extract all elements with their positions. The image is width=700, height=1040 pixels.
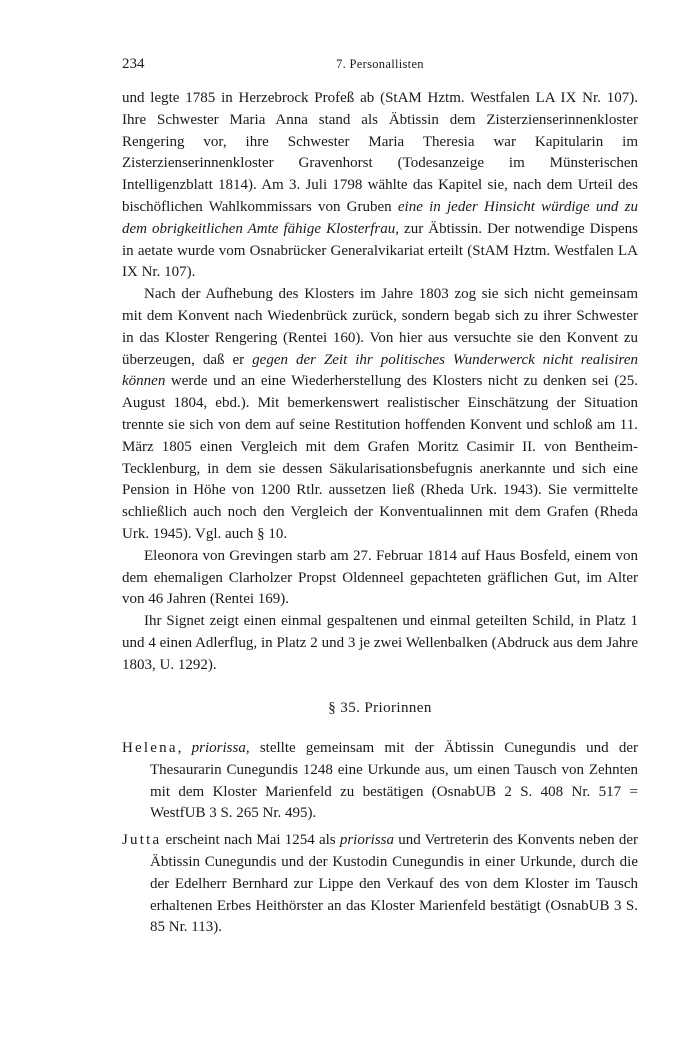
paragraph-signet: Ihr Signet zeigt einen einmal gespaltenen und einmal geteilten Schild, in Platz 1 und 4 einen Adlerflug, in Platz 2 und 3 je zwei Wellenbalken (Abdruck aus dem Jahre 1803, U. 1292). <box>122 613 638 673</box>
paragraph-text: Nach der Aufhebung des Klosters im Jahre 1803 zog sie sich nicht gemeinsam mit dem Konvent nach Wiedenbrück zurück, sondern begab sich zu ihrer Schwester in das Kloster Rengering (Rentei 160). Von hier aus versuchte sie den Konvent zu überzeugen, daß er <box>122 286 638 368</box>
section-heading: § 35. Priorinnen <box>328 700 432 716</box>
quotation: gegen der Zeit ihr politisches Wunderwerck nicht realisiren können <box>122 351 638 390</box>
paragraph-election <box>122 88 638 284</box>
paragraph-text: und legte 1785 in Herzebrock Profeß ab (StAM Hztm. Westfalen LA IX Nr. 107). Ihre Schwester Maria Anna stand als Äbtissin dem Zisterzienserinnenkloster Rengering vor, ihre Schwester Maria Theresia war Kapitularin im Zisterzienserinnenkloster Gravenhorst (Todesanzeige im Münsterischen Intelligenzblatt 1814). Am 3. Juli 1798 wählte das Kapitel sie, nach dem Urteil des bischöflichen Wahlkommissars von Gruben <box>122 90 638 215</box>
body-text <box>122 88 638 677</box>
paragraph-dissolution <box>122 284 638 546</box>
entry-name: Helena <box>122 740 178 756</box>
paragraph-text: werde und an eine Wiederherstellung des Klosters nicht zu denken sei (25. August 1804, ebd.). Mit bemerkenswert realistischer Einschätzung der Situation trennte sie sich von dem auf seine Restitution hoffenden Konvent und schloß am 11. März 1805 einen Vergleich mit dem Grafen Moritz Casimir II. von Bentheim-Tecklenburg, in dem sie dessen Säkularisationsbefugnis anerkannte und sich eine Pension in Höhe von 1200 Rtlr. aussetzen ließ (Rheda Urk. 1943). Sie vermittelte schließlich auch noch den Vergleich der Konventualinnen mit dem Grafen (Rheda Urk. 1945). Vgl. auch § 10. <box>122 373 638 542</box>
entry-separator: erscheint nach Mai 1254 als <box>161 832 340 849</box>
list-item <box>122 830 638 939</box>
quotation: eine in jeder Hinsicht würdige und zu dem obrigkeitlichen Amte fähige Klosterfrau <box>122 198 638 237</box>
entry-separator: , <box>177 740 192 756</box>
paragraph-text: , zur Äbtissin. Der notwendige Dispens in aetate wurde vom Osnabrücker Generalvikariat erteilt (StAM Hztm. Westfalen LA IX Nr. 107). <box>122 220 638 281</box>
entry-name: Jutta <box>122 832 162 849</box>
running-title: 7. Personallisten <box>336 57 424 71</box>
list-item <box>122 738 638 825</box>
running-head <box>122 56 638 76</box>
entry-title: priorissa <box>191 740 246 756</box>
paragraph-death: Eleonora von Grevingen starb am 27. Februar 1814 auf Haus Bosfeld, einem von dem ehemaligen Clarholzer Propst Oldenneel gepachteten gräflichen Gut, im Alter von 46 Jahren (Rentei 169). <box>122 547 638 608</box>
entry-title: priorissa <box>339 832 394 849</box>
entry-text: , stellte gemeinsam mit der Äbtissin Cunegundis und der Thesaurarin Cunegundis 1248 eine Urkunde aus, um einen Tausch von Zehnten mit dem Kloster Marienfeld zu bestätigen (OsnabUB 2 S. 408 Nr. 517 = WestfUB 3 S. 265 Nr. 495). <box>150 740 639 822</box>
entry-text: und Vertreterin des Konvents neben der Äbtissin Cunegundis und der Kustodin Cunegundis in einer Urkunde, durch die der Edelherr Bernhard zur Lippe den Verkauf des von dem Kloster im Tausch erhaltenen Erbes Heithörster an das Kloster Marienfeld bestätigt (OsnabUB 3 S. 85 Nr. 113). <box>150 832 638 936</box>
prioresses-list <box>122 738 638 944</box>
page-number: 234 <box>122 56 145 72</box>
